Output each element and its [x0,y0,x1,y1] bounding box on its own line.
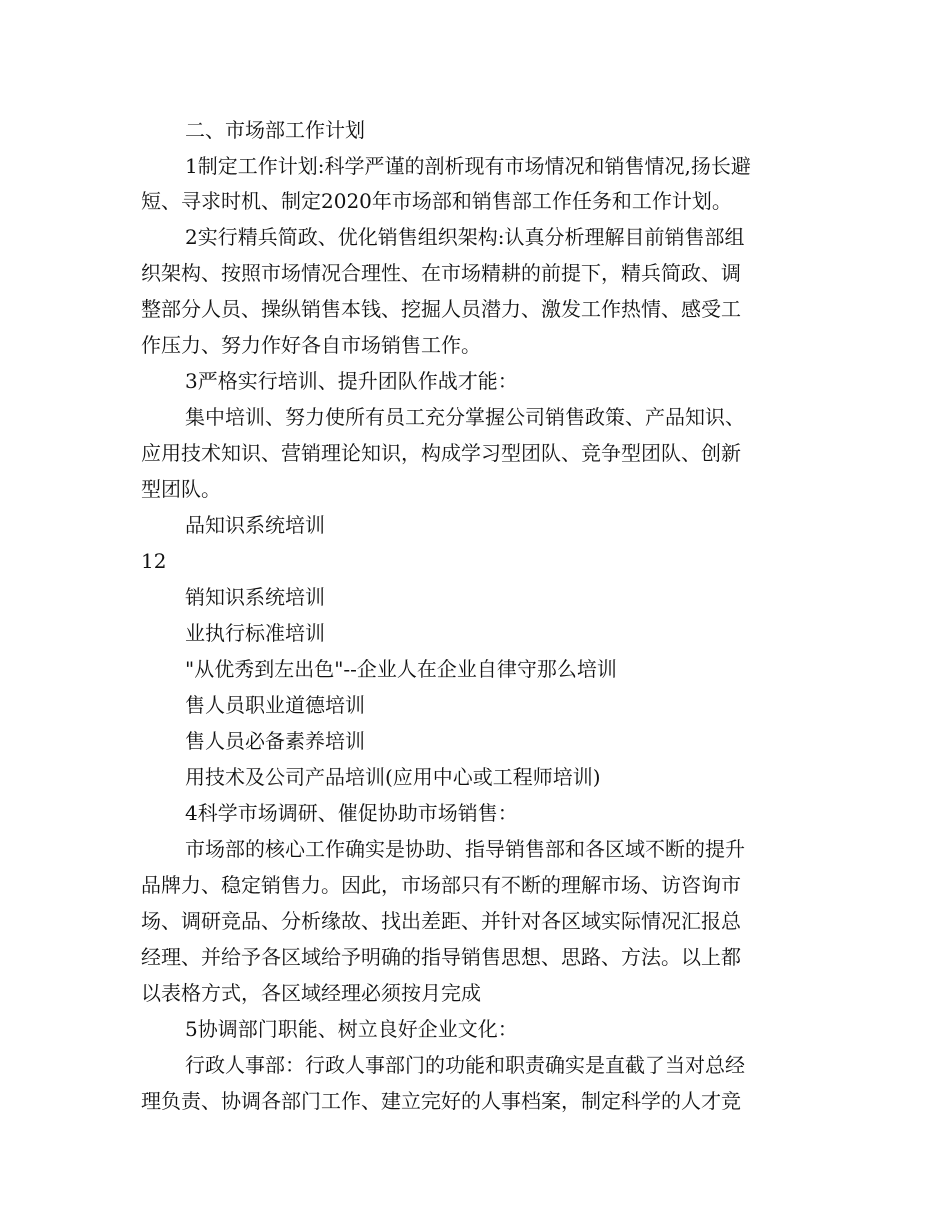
list-item: 售人员职业道德培训 [185,693,365,717]
list-item: "从优秀到左出色"--企业人在企业自律守那么培训 [185,657,617,681]
paragraph-line: 品牌力、稳定销售力。因此，市场部只有不断的理解市场、访咨询市 [141,873,741,897]
paragraph-line: 经理、并给予各区域给予明确的指导销售思想、思路、方法。以上都 [141,945,741,969]
list-item: 销知识系统培训 [185,585,325,609]
paragraph-line: 应用技术知识、营销理论知识，构成学习型团队、竞争型团队、创新 [141,441,741,465]
paragraph-line: 织架构、按照市场情况合理性、在市场精耕的前提下，精兵简政、调 [141,261,741,285]
paragraph-line: 3严格实行培训、提升团队作战才能： [185,369,518,393]
paragraph-line: 整部分人员、操纵销售本钱、挖掘人员潜力、激发工作热情、感受工 [141,297,741,321]
paragraph-line: 型团队。 [141,477,221,501]
paragraph-line: 5协调部门职能、树立良好企业文化： [185,1017,518,1041]
list-item: 用技术及公司产品培训(应用中心或工程师培训) [185,765,601,789]
paragraph-line: 市场部的核心工作确实是协助、指导销售部和各区域不断的提升 [185,837,745,861]
paragraph-line: 场、调研竞品、分析缘故、找出差距、并针对各区域实际情况汇报总 [141,909,741,933]
paragraph-line: 4科学市场调研、催促协助市场销售： [185,801,518,825]
paragraph-line: 作压力、努力作好各自市场销售工作。 [141,333,481,357]
paragraph-line: 2实行精兵简政、优化销售组织架构:认真分析理解目前销售部组 [185,225,745,249]
list-item: 品知识系统培训 [185,513,325,537]
paragraph-line: 短、寻求时机、制定2020年市场部和销售部工作任务和工作计划。 [141,189,732,213]
paragraph-line: 集中培训、努力使所有员工充分掌握公司销售政策、产品知识、 [185,405,745,429]
paragraph-line: 以表格方式，各区域经理必须按月完成 [141,981,481,1005]
paragraph-line: 行政人事部：行政人事部门的功能和职责确实是直截了当对总经 [185,1053,745,1077]
list-item: 售人员必备素养培训 [185,729,365,753]
paragraph-line: 理负责、协调各部门工作、建立完好的人事档案，制定科学的人才竞 [141,1089,741,1113]
paragraph-line: 1制定工作计划:科学严谨的剖析现有市场情况和销售情况,扬长避 [185,154,751,178]
section-heading: 二、市场部工作计划 [185,118,365,142]
page-number: 12 [141,549,167,573]
list-item: 业执行标准培训 [185,621,325,645]
